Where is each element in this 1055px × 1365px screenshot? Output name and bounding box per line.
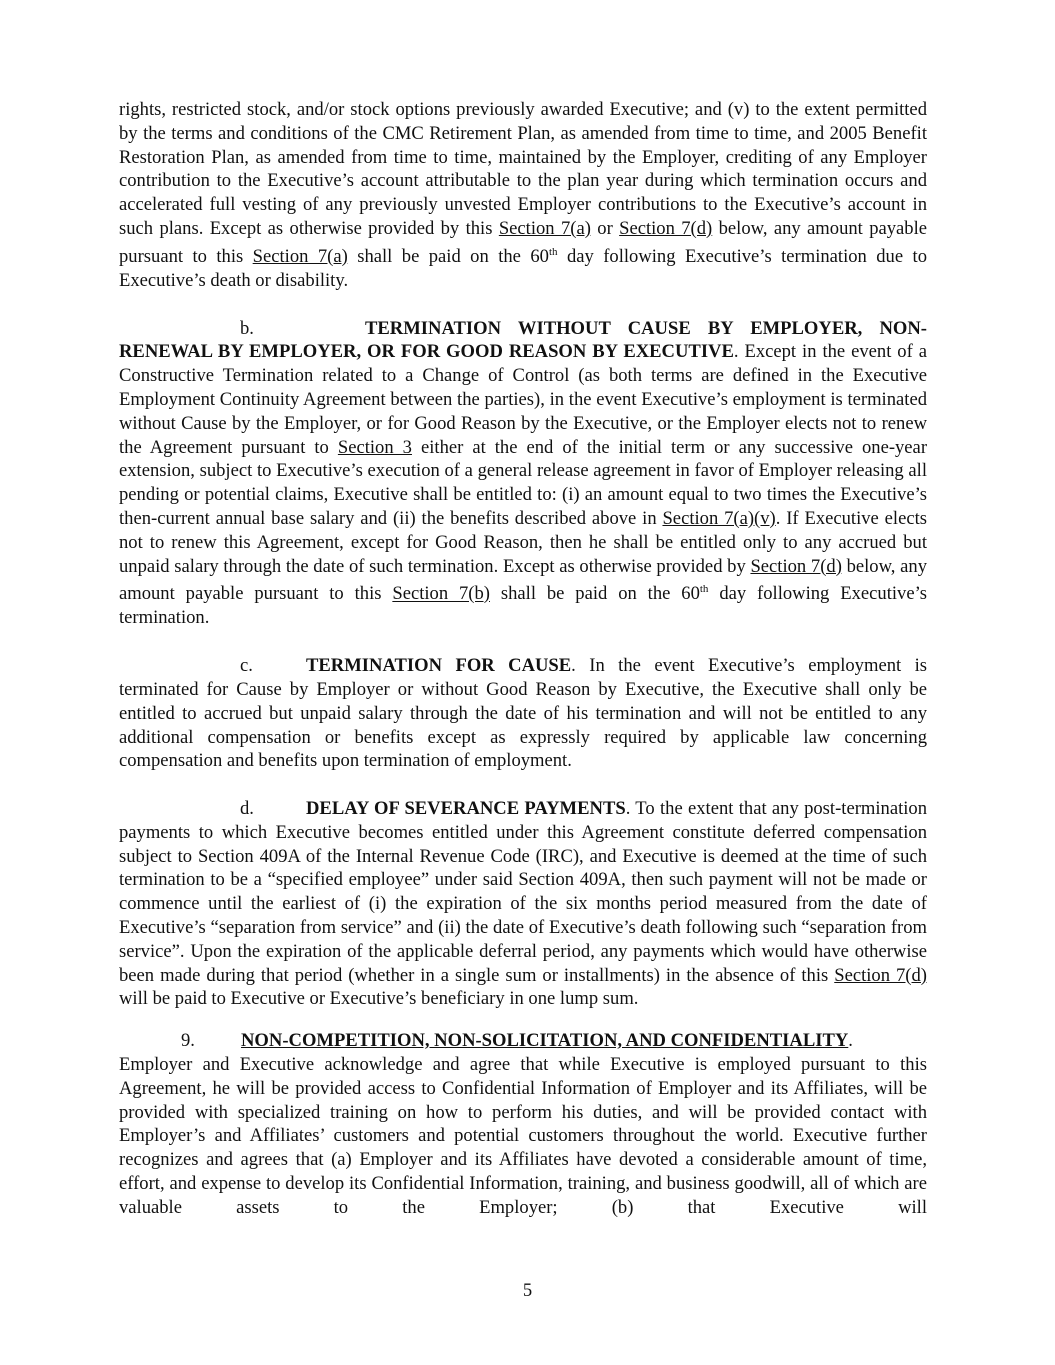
section-reference: Section 7(d) <box>834 964 927 986</box>
section-heading: NON-COMPETITION, NON-SOLICITATION, AND CONFIDENTIALITY <box>241 1030 849 1052</box>
paragraph-7d: d. DELAY OF SEVERANCE PAYMENTS. To the extent that any post-termination payments to which Executive becomes entitled under this Agreement constitute deferred compensation subject to Section 409A of the Internal Revenue Code (IRC), and Executive is deemed at the time of such termination to be a “specified employee” under said Section 409A, then such payment will not be made or commence until the earliest of (i) the expiration of the six months period measured from the date of Executive’s “separation from service” and (ii) the date of Executive’s death following such “separation from service”. Upon the expiration of the applicable deferral period, any payments which would have otherwise been made during that period (whether in a single sum or installments) in the absence of this Section 7(d) will be paid to Executive or Executive’s beneficiary in one lump sum. <box>119 798 927 1010</box>
section-reference: Section 7(d) <box>750 555 842 577</box>
section-reference: Section 7(a)(v) <box>662 507 776 529</box>
section-reference: Section 7(a) <box>498 217 591 239</box>
section-9-heading-line: 9. NON-COMPETITION, NON-SOLICITATION, AND CONFIDENTIALITY. <box>119 1029 927 1053</box>
section-reference: Section 3 <box>337 436 412 458</box>
section-reference: Section 7(a) <box>252 245 348 267</box>
paragraph-7c: c. TERMINATION FOR CAUSE. In the event Executive’s employment is terminated for Cause by Employer or without Good Reason by Executive, the Executive shall only be entitled to accrued but unpaid salary through the date of his termination and will not be entitled to any additional compensation or benefits except as expressly required by applicable law concerning compensation and benefits upon termination of employment. <box>119 655 927 772</box>
section-heading: TERMINATION FOR CAUSE <box>306 655 572 677</box>
document-body <box>119 98 927 1220</box>
page-number: 5 <box>522 1280 533 1301</box>
item-number-d: d. <box>240 798 254 820</box>
ordinal-suffix: th <box>548 245 558 258</box>
paragraph-7a-continued: rights, restricted stock, and/or stock options previously awarded Executive; and (v) to the extent permitted by the terms and conditions of the CMC Retirement Plan, as amended from time to time, and 2005 Benefit Restoration Plan, as amended from time to time, maintained by the Employer, crediting of any Employer contribution to the Executive’s account attributable to the plan year during which termination occurs and accelerated full vesting of any previously unvested Employer contributions to the Executive’s account in such plans. Except as otherwise provided by this Section 7(a) or Section 7(d) below, any amount payable pursuant to this Section 7(a) shall be paid on the 60th day following Executive’s termination due to Executive’s death or disability. <box>119 99 928 291</box>
item-number-b: b. <box>240 317 254 339</box>
ordinal-suffix: th <box>699 583 709 596</box>
paragraph-9: Employer and Executive acknowledge and agree that while Executive is employed pursuant to this Agreement, he will be provided access to Confidential Information of Employer and its Affiliates, will be provided with specialized training on how to perform his duties, and will be provided contact with Employer’s and Affiliates’ customers and potential customers throughout the world. Executive further recognizes and agrees that (a) Employer and its Affiliates have devoted a considerable amount of time, effort, and expense to develop its Confidential Information, training, and business goodwill, all of which are valuable assets to the Employer; (b) that Executive will <box>119 1054 927 1218</box>
section-reference: Section 7(d) <box>619 217 713 239</box>
section-heading: TERMINATION WITHOUT CAUSE BY EMPLOYER, NON-RENEWAL BY EMPLOYER, OR FOR GOOD REASON BY EXECUTIVE <box>119 317 927 363</box>
paragraph-7b: b. TERMINATION WITHOUT CAUSE BY EMPLOYER, NON-RENEWAL BY EMPLOYER, OR FOR GOOD REASON BY EXECUTIVE. Except in the event of a Constructive Termination related to a Change of Control (as both terms are defined in the Executive Employment Continuity Agreement between the parties), in the event Executive’s employment is terminated without Cause by the Employer, or for Good Reason by the Executive, or the Employer elects not to renew the Agreement pursuant to Section 3 either at the end of the initial term or any successive one-year extension, subject to Executive’s execution of a general release agreement in favor of Employer releasing all pending or potential claims, Executive shall be entitled to: (i) an amount equal to two times the Executive’s then-current annual base salary and (ii) the benefits described above in Section 7(a)(v). If Executive elects not to renew this Agreement, except for Good Reason, then he shall be entitled only to any accrued but unpaid salary through the date of such termination. Except as otherwise provided by Section 7(d) below, any amount payable pursuant to this Section 7(b) shall be paid on the 60th day following Executive’s termination. <box>119 317 928 629</box>
item-number-c: c. <box>240 655 253 677</box>
section-heading: DELAY OF SEVERANCE PAYMENTS <box>306 798 626 820</box>
section-number: 9. <box>181 1030 195 1052</box>
section-reference: Section 7(b) <box>392 583 490 605</box>
